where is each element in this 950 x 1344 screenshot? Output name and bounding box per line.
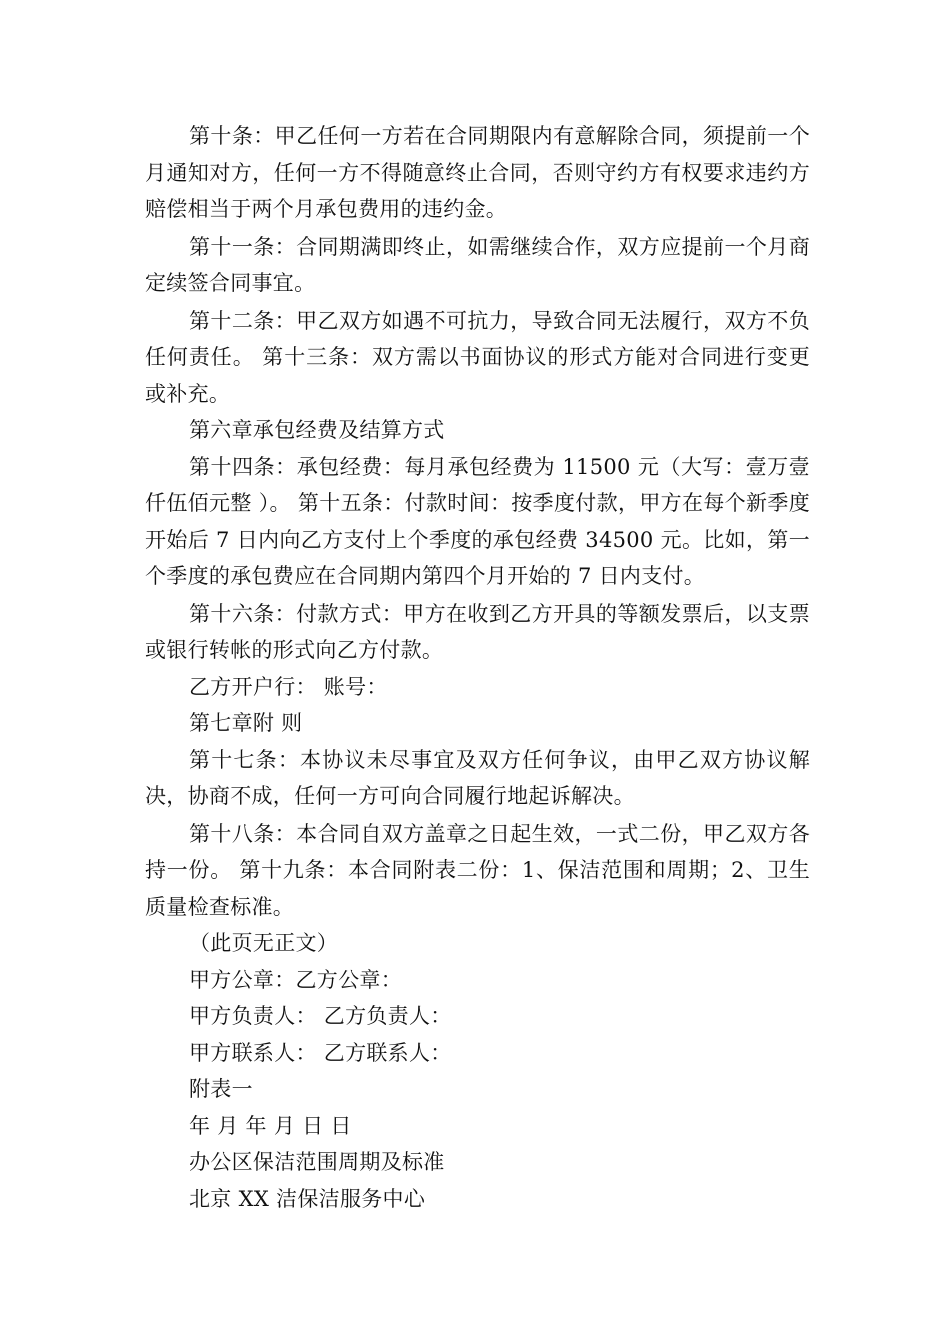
clause-14-15: 第十四条：承包经费：每月承包经费为 11500 元（大写：壹万壹仟伍佰元整 ）。 第十五条：付款时间：按季度付款，甲方在每个新季度开始后 7 日内向乙方支付上个季度的承包经费 34500 元。比如，第一个季度的承包费应在合同期内第四个月开始的 7 日内支付。: [145, 454, 810, 588]
appendix-1-label: 附表一: [189, 1077, 253, 1101]
company-name: 北京 XX 洁保洁服务中心: [189, 1186, 426, 1211]
contact-person-line: 甲方联系人： 乙方联系人：: [189, 1040, 452, 1065]
appendix-title: 办公区保洁范围周期及标准: [189, 1150, 445, 1174]
responsible-person-line: 甲方负责人： 乙方负责人：: [189, 1004, 452, 1028]
chapter-6-heading: 第六章承包经费及结算方式: [189, 418, 445, 442]
clause-10: 第十条：甲乙任何一方若在合同期限内有意解除合同，须提前一个月通知对方，任何一方不得随意终止合同，否则守约方有权要求违约方赔偿相当于两个月承包费用的违约金。: [145, 124, 810, 221]
clause-11: 第十一条：合同期满即终止，如需继续合作，双方应提前一个月商定续签合同事宜。: [145, 234, 810, 295]
clause-16: 第十六条：付款方式：甲方在收到乙方开具的等额发票后，以支票或银行转帐的形式向乙方付款。: [145, 601, 810, 662]
clause-17: 第十七条：本协议未尽事宜及双方任何争议，由甲乙双方协议解决，协商不成，任何一方可向合同履行地起诉解决。: [145, 747, 810, 808]
seal-line: 甲方公章：乙方公章：: [189, 967, 402, 992]
bank-account-line: 乙方开户行： 账号：: [189, 674, 388, 699]
document-body: [145, 118, 810, 1217]
chapter-7-heading: 第七章附 则: [189, 711, 303, 735]
clause-12-13: 第十二条：甲乙双方如遇不可抗力，导致合同无法履行，双方不负任何责任。 第十三条：双方需以书面协议的形式方能对合同进行变更或补充。: [145, 308, 810, 406]
no-text-note: （此页无正文）: [189, 931, 339, 955]
date-line: 年 月 年 月 日 日: [189, 1113, 352, 1138]
clause-18-19: 第十八条：本合同自双方盖章之日起生效，一式二份，甲乙双方各持一份。 第十九条：本合同附表二份：1、保洁范围和周期；2、卫生质量检查标准。: [145, 821, 810, 919]
